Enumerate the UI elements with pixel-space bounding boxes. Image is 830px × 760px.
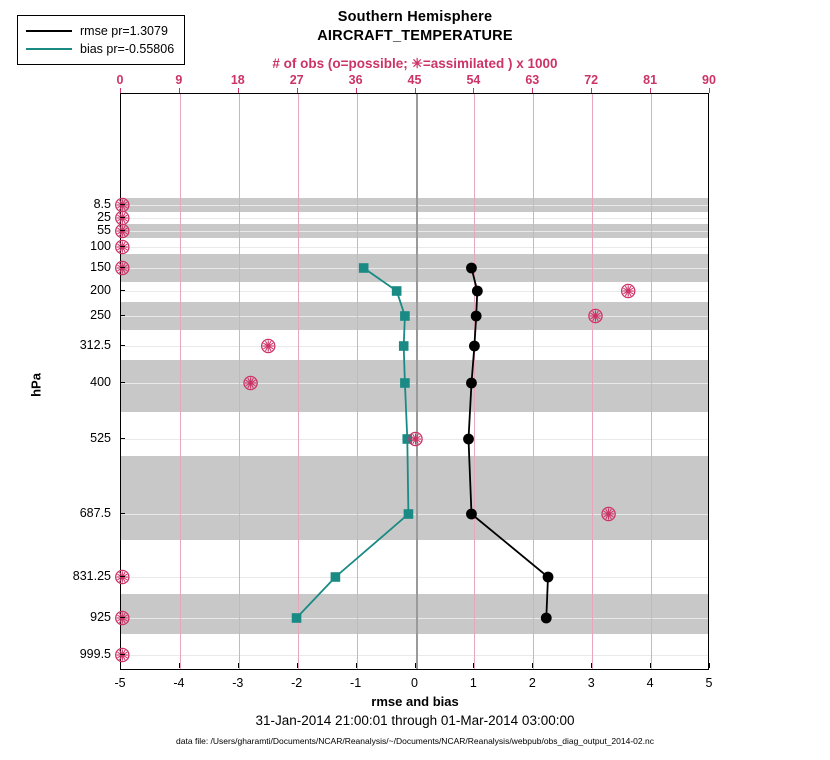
y-tick-label: 312.5 [79, 338, 111, 352]
y-tick-mark [120, 267, 125, 268]
x-tick-mark-bottom [650, 663, 651, 668]
series-marker-square [404, 509, 414, 519]
obs-assimilated-marker [602, 507, 615, 520]
y-tick-mark [120, 290, 125, 291]
top-axis-label: # of obs (o=possible; ✳=assimilated ) x 1000 [272, 56, 558, 71]
obs-assimilated-marker [116, 211, 129, 224]
x-tick-label-bottom: 0 [411, 676, 418, 690]
x-tick-label-top: 18 [230, 73, 245, 87]
x-tick-label-top: 63 [525, 73, 540, 87]
y-tick-label: 200 [90, 283, 111, 297]
x-tick-mark-bottom [709, 663, 710, 668]
x-tick-mark-top [356, 88, 357, 93]
series-marker-circle [466, 509, 477, 520]
x-tick-mark-bottom [591, 663, 592, 668]
legend-label-bias: bias pr=-0.55806 [80, 42, 175, 56]
series-marker-square [399, 341, 409, 351]
obs-assimilated-marker [116, 224, 129, 237]
obs-assimilated-marker [116, 198, 129, 211]
y-tick-label: 55 [97, 223, 111, 237]
x-tick-label-top: 45 [407, 73, 422, 87]
x-tick-label-bottom: 1 [469, 676, 477, 690]
footer-time-range: 31-Jan-2014 21:00:01 through 01-Mar-2014 03:00:00 [255, 713, 575, 728]
y-tick-mark [120, 617, 125, 618]
y-tick-mark [120, 230, 125, 231]
series-marker-square [359, 263, 369, 273]
x-tick-mark-top [650, 88, 651, 93]
legend [17, 15, 185, 65]
series-line [469, 268, 549, 618]
y-tick-label: 100 [90, 239, 111, 253]
y-tick-mark [120, 576, 125, 577]
x-tick-label-top: 0 [116, 73, 124, 87]
x-tick-mark-top [179, 88, 180, 93]
series-marker-circle [471, 311, 482, 322]
y-tick-label: 925 [90, 610, 111, 624]
series-marker-square [400, 311, 410, 321]
obs-assimilated-marker [589, 309, 602, 322]
y-tick-mark [120, 654, 125, 655]
x-tick-mark-bottom [415, 663, 416, 668]
x-tick-mark-top [415, 88, 416, 93]
y-tick-mark [120, 204, 125, 205]
x-tick-label-top: 54 [466, 73, 481, 87]
x-tick-label-bottom: -2 [291, 676, 303, 690]
y-tick-label: 25 [97, 210, 111, 224]
x-tick-mark-top [120, 88, 121, 93]
obs-assimilated-marker [409, 432, 422, 445]
x-tick-mark-bottom [120, 663, 121, 668]
legend-item-rmse [26, 22, 174, 40]
legend-swatch-bias [26, 48, 72, 50]
obs-assimilated-marker [244, 376, 257, 389]
x-tick-label-bottom: -5 [114, 676, 126, 690]
plot-area [120, 93, 709, 670]
series-marker-circle [543, 572, 554, 583]
y-tick-label: 999.5 [79, 647, 111, 661]
footer-data-file: data file: /Users/gharamti/Documents/NCAR/Reanalysis/~/Documents/NCAR/Reanalysis/webpub/obs_diag_output_2014-02.nc [176, 736, 654, 746]
y-tick-mark [120, 513, 125, 514]
legend-label-rmse: rmse pr=1.3079 [80, 24, 168, 38]
x-tick-label-top: 90 [702, 73, 716, 87]
obs-assimilated-marker [262, 339, 275, 352]
x-tick-label-top: 36 [348, 73, 363, 87]
x-tick-mark-top [473, 88, 474, 93]
series-marker-square [292, 613, 302, 623]
series-marker-circle [466, 378, 477, 389]
x-tick-mark-top [591, 88, 592, 93]
series-marker-circle [463, 434, 474, 445]
obs-assimilated-marker [116, 261, 129, 274]
obs-assimilated-marker [116, 648, 129, 661]
obs-assimilated-marker [116, 611, 129, 624]
chart-title-line-2: AIRCRAFT_TEMPERATURE [317, 28, 513, 44]
x-tick-label-top: 9 [175, 73, 183, 87]
y-tick-mark [120, 315, 125, 316]
series-overlay [121, 94, 710, 671]
obs-assimilated-marker [622, 284, 635, 297]
series-line [297, 268, 409, 618]
y-tick-label: 400 [90, 375, 111, 389]
x-tick-label-bottom: 5 [705, 676, 713, 690]
x-tick-mark-bottom [297, 663, 298, 668]
x-tick-label-bottom: -4 [173, 676, 185, 690]
legend-item-bias [26, 40, 174, 58]
y-tick-mark [120, 382, 125, 383]
y-tick-label: 150 [90, 260, 111, 274]
x-tick-label-top: 81 [643, 73, 658, 87]
y-tick-label: 831.25 [72, 569, 111, 583]
y-tick-mark [120, 438, 125, 439]
y-axis-title: hPa [28, 373, 44, 397]
x-axis-title: rmse and bias [371, 694, 459, 709]
series-marker-square [331, 572, 341, 582]
y-tick-label: 525 [90, 431, 111, 445]
x-tick-mark-top [238, 88, 239, 93]
x-tick-mark-bottom [532, 663, 533, 668]
y-tick-mark [120, 246, 125, 247]
series-marker-square [400, 378, 410, 388]
series-marker-circle [466, 263, 477, 274]
x-tick-label-bottom: 3 [587, 676, 595, 690]
series-marker-circle [541, 613, 552, 624]
y-tick-mark [120, 217, 125, 218]
series-marker-square [392, 286, 402, 296]
x-tick-label-bottom: 4 [646, 676, 654, 690]
x-tick-label-bottom: -3 [232, 676, 244, 690]
x-tick-mark-bottom [238, 663, 239, 668]
obs-assimilated-marker [116, 240, 129, 253]
x-tick-mark-top [297, 88, 298, 93]
series-marker-circle [469, 341, 480, 352]
y-tick-label: 687.5 [79, 506, 111, 520]
x-tick-label-bottom: -1 [350, 676, 362, 690]
y-tick-label: 250 [90, 308, 111, 322]
series-marker-circle [472, 286, 483, 297]
x-tick-label-bottom: 2 [528, 676, 536, 690]
chart-title-line-1: Southern Hemisphere [337, 9, 493, 25]
y-tick-mark [120, 345, 125, 346]
legend-swatch-rmse [26, 30, 72, 32]
x-tick-mark-top [532, 88, 533, 93]
x-tick-mark-bottom [179, 663, 180, 668]
x-tick-label-top: 27 [289, 73, 304, 87]
x-tick-mark-bottom [356, 663, 357, 668]
x-tick-mark-bottom [473, 663, 474, 668]
x-tick-mark-top [709, 88, 710, 93]
obs-assimilated-marker [116, 570, 129, 583]
y-tick-label: 8.5 [93, 197, 111, 211]
x-tick-label-top: 72 [584, 73, 599, 87]
